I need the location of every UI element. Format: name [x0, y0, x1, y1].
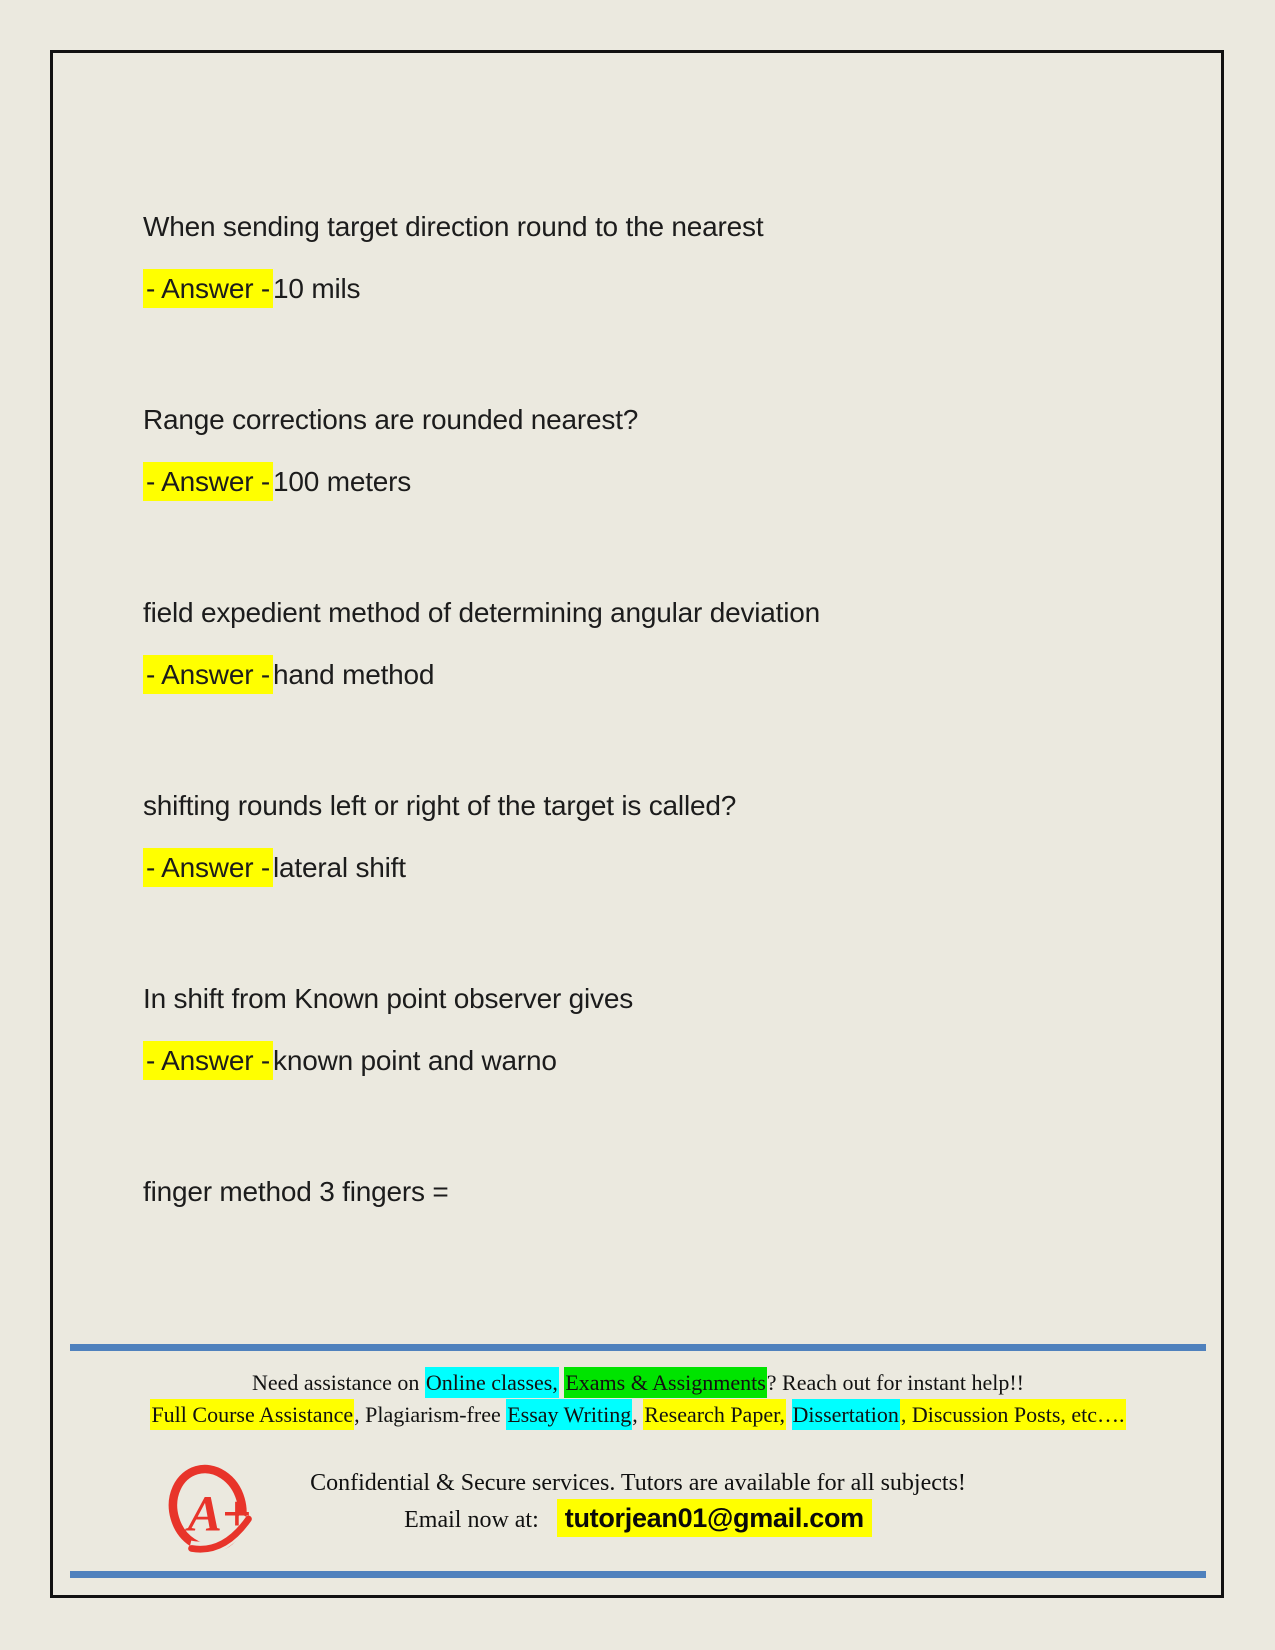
answer-label-highlight: - Answer -: [143, 655, 273, 694]
email-label: Email now at:: [404, 1507, 539, 1533]
footer-email-line: [160, 1500, 1116, 1538]
text-run: ? Reach out for instant help!!: [766, 1370, 1024, 1395]
answer-label-highlight: - Answer -: [143, 1041, 273, 1080]
text-run: , Plagiarism-free: [354, 1402, 507, 1427]
answer-line: [143, 851, 1133, 885]
divider-line-top: [70, 1344, 1206, 1351]
highlighted-text-run: Full Course Assistance: [150, 1399, 354, 1430]
question-text: field expedient method of determining angular deviation: [143, 597, 821, 628]
footer-confidential: Confidential & Secure services. Tutors are available for all subjects!: [310, 1470, 966, 1496]
aplus-logo-letter: A+: [187, 1485, 252, 1543]
answer-line: [143, 465, 1133, 499]
answer-label-highlight: - Answer -: [143, 462, 273, 501]
email-address[interactable]: tutorjean01@gmail.com: [557, 1499, 872, 1537]
answer-label-highlight: - Answer -: [143, 269, 273, 308]
text-run: ,: [632, 1402, 644, 1427]
answer-text: lateral shift: [273, 852, 406, 883]
footer-services-line2: [70, 1400, 1206, 1430]
question-text: finger method 3 fingers =: [143, 1176, 449, 1207]
text-run: Need assistance on: [251, 1370, 425, 1395]
question-text: When sending target direction round to the nearest: [143, 211, 764, 242]
answer-text: 100 meters: [273, 466, 412, 497]
highlighted-text-run: Essay Writing: [506, 1399, 632, 1430]
highlighted-text-run: Exams & Assignments: [564, 1367, 766, 1398]
answer-text: known point and warno: [273, 1045, 557, 1076]
divider-line-bottom: [70, 1571, 1206, 1578]
highlighted-text-run: Research Paper,: [643, 1399, 786, 1430]
question-text: Range corrections are rounded nearest?: [143, 404, 639, 435]
highlighted-text-run: Dissertation: [792, 1399, 900, 1430]
answer-label-highlight: - Answer -: [143, 848, 273, 887]
text-run: [786, 1402, 792, 1427]
question-text: In shift from Known point observer gives: [143, 983, 634, 1014]
footer-services-line1: [70, 1368, 1206, 1398]
answer-line: [143, 1044, 1133, 1078]
answer-text: 10 mils: [273, 273, 361, 304]
question-text: shifting rounds left or right of the target is called?: [143, 790, 737, 821]
highlighted-text-run: , Discussion Posts, etc….: [900, 1399, 1126, 1430]
answer-line: [143, 658, 1133, 692]
answer-text: hand method: [273, 659, 435, 690]
highlighted-text-run: Online classes,: [425, 1367, 559, 1398]
answer-line: [143, 272, 1133, 306]
